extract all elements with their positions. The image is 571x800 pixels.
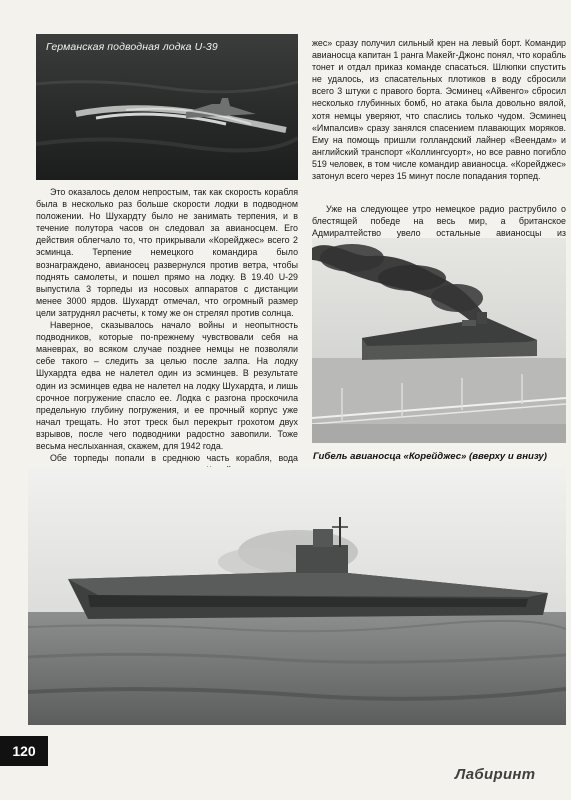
photo-submarine-u39 bbox=[36, 34, 298, 180]
photo-caption-carrier: Гибель авианосца «Корейджес» (вверху и внизу) bbox=[313, 451, 547, 462]
paragraph: Уже на следующее утро немецкое радио раструбило о блестящей победе на весь мир, а британское Адмиралтейство увело остальные авианосцы из bbox=[312, 204, 566, 239]
photo-carrier-listing bbox=[28, 467, 566, 725]
text-column-left bbox=[36, 186, 298, 476]
watermark-logo: Лабиринт bbox=[455, 766, 536, 783]
photo-carrier-smoke bbox=[312, 238, 566, 443]
paragraph: Обе торпеды попали в среднюю часть корабля, вода bbox=[50, 453, 298, 464]
photo-caption-uboat: Германская подводная лодка U-39 bbox=[46, 41, 218, 53]
page-number: 120 bbox=[0, 736, 48, 766]
text-column-right-top bbox=[312, 37, 566, 182]
paragraph: Это оказалось делом непростым, так как скорость корабля была в несколько раз больше скорости лодки в подводном положении. Но Шухардту было не занимать терпения, и в течение полутора часов он следовал за авианосцем. Его действия облегчало то, что прикрывали «Корейджес» всего 2 эсминца. Терпение немецкого командира было вознаграждено, авианосец развернулся против ветра, чтобы поднять самолеты, и пошел прямо на лодку. В 19.40 U-29 выпустила 3 торпеды из носовых аппаратов с дистанции менее 3000 ярдов. Шухардт отмечал, что огромный размер цели затруднял расчеты, к тому же он стрелял против солнца. bbox=[36, 187, 298, 318]
paragraph: Наверное, сказывалось начало войны и неопытность подводников, которые по-прежнему чувствовали себя на маневрах, во всяком случае позднее немцы не позволяли себе такого – следить за целью после залпа. На лодку Шухардта едва не налетел один из эсминцев. В результате один из эсминцев едва не налетел на лодку Шухардта, и лишь срочное погружение спасло ее. Лодка с разгона проскочила предельную глубину погружения, и ее прочный корпус уже начал трещать. Но этот треск был перекрыт грохотом двух взрывов, после чего подводники радостно завопили. Тоже весьма неслыханная, скажем, для 1942 года. bbox=[36, 320, 298, 451]
paragraph: жес» сразу получил сильный крен на левый борт. Командир авианосца капитан 1 ранга Макейг-Джонс понял, что корабль тонет и отдал приказ команде спасаться. Шлюпки спустить не удалось, из спасательных плотиков в воду сбросили всего 3 штуки с правого борта. Эсминец «Айвенго» сбросил несколько глубинных бомб, но атака была довольно вялой, хотя немцы уверяют, что спаслись только чудом. Эсминец «Импалсив» сразу занялся спасением плавающих моряков. Ему на помощь пришли голландский лайнер «Веендам» и английский транспорт «Коллингсуорт», но все равно погибло 519 человек, в том числе командир авианосца. «Корейджес» затонул всего через 15 минут после попадания торпед. bbox=[312, 38, 566, 182]
